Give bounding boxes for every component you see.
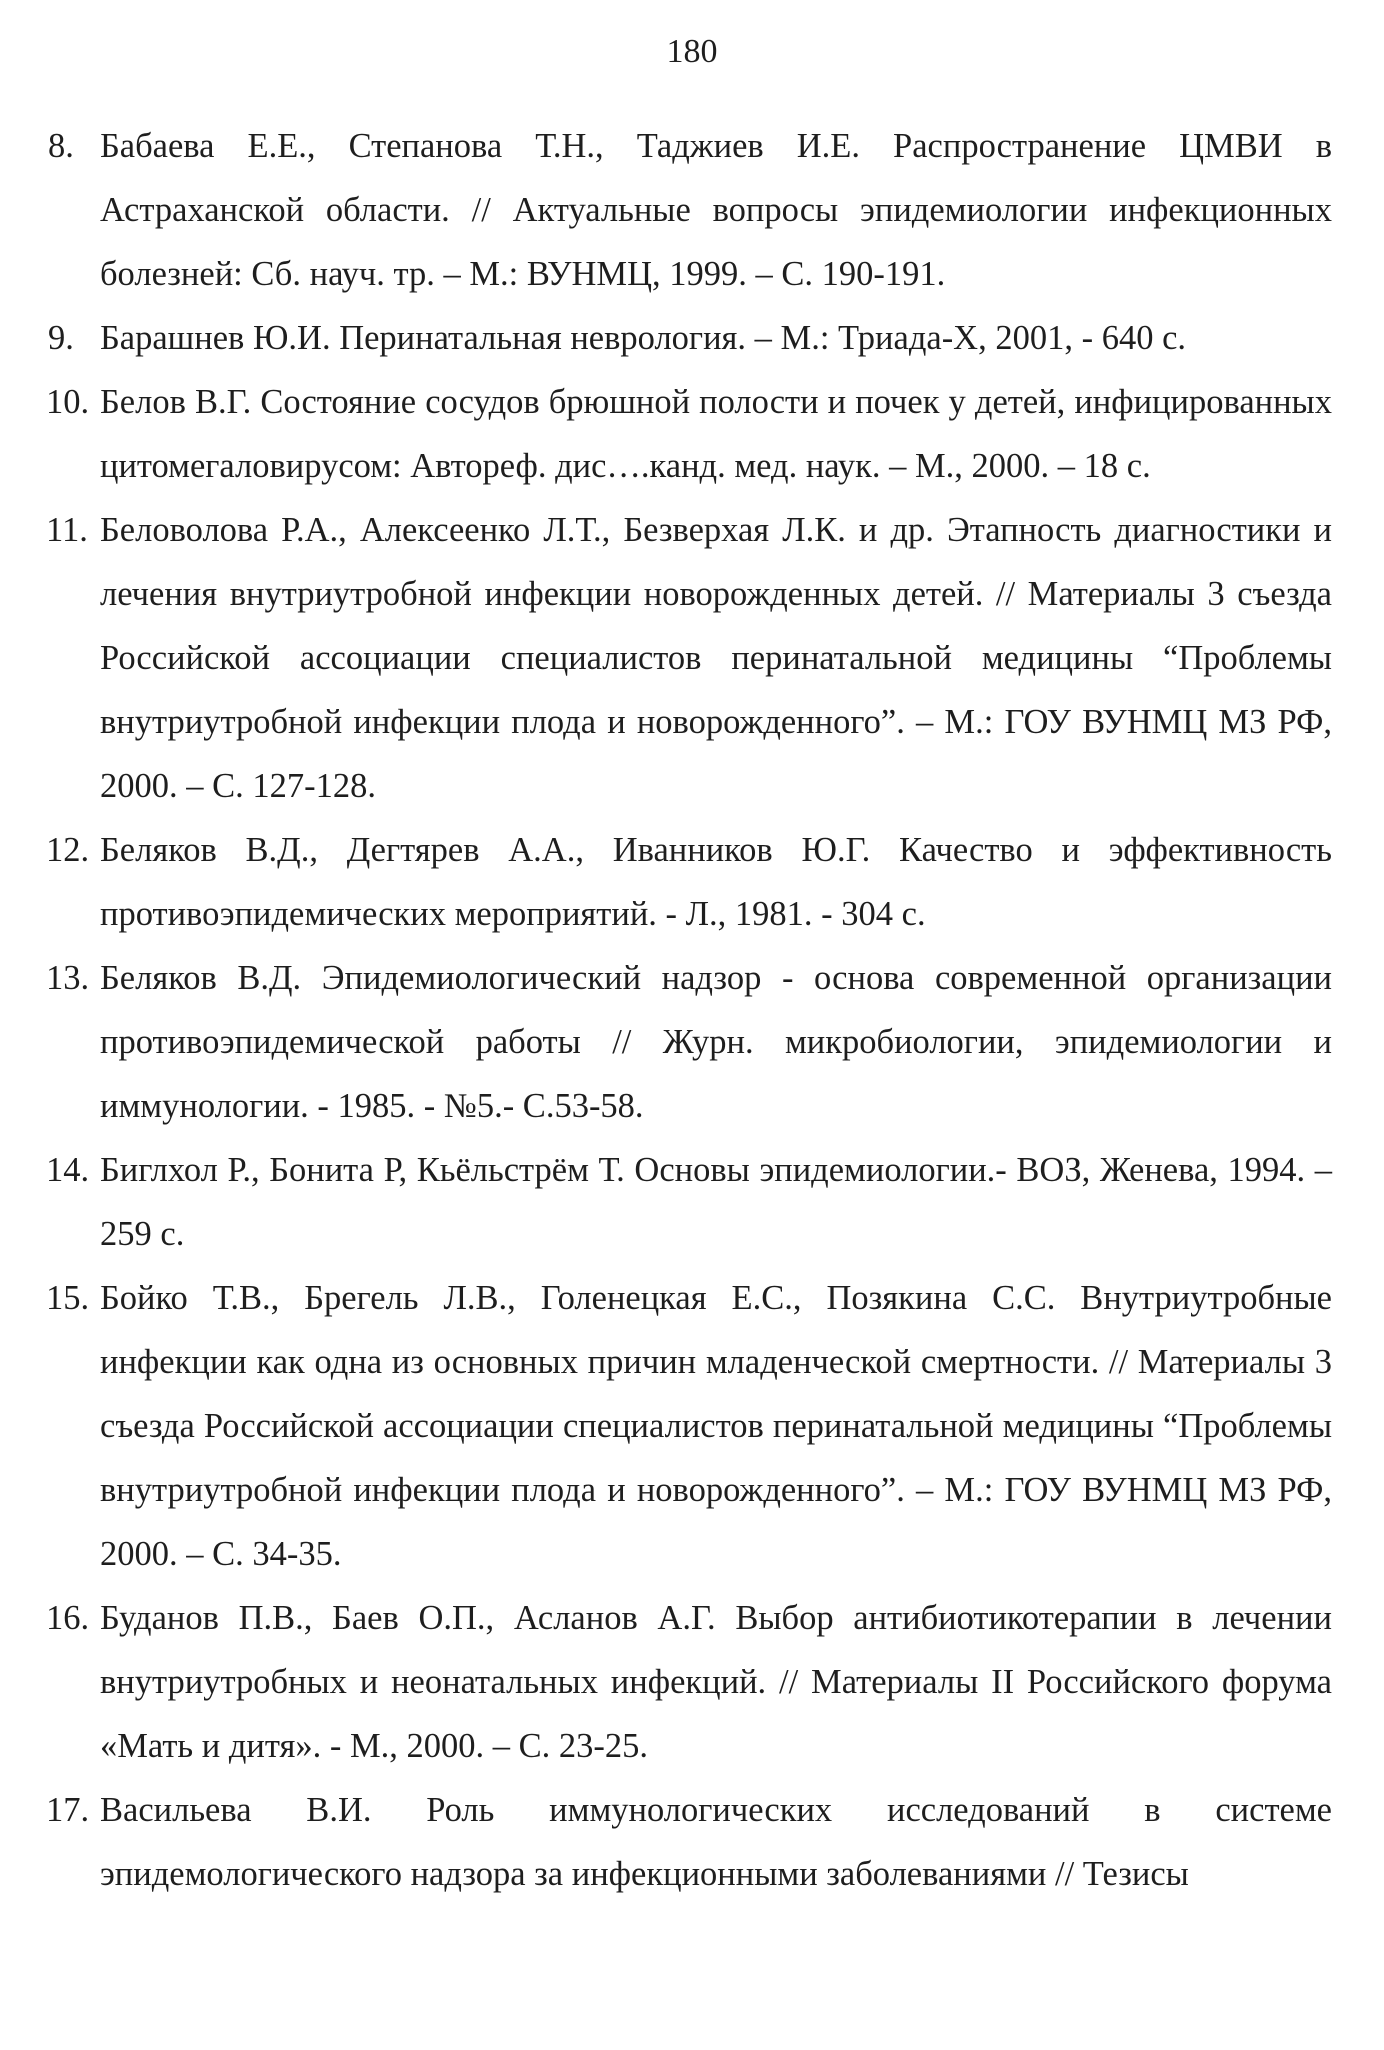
reference-item bbox=[48, 370, 1332, 498]
reference-number: 14. bbox=[46, 1151, 90, 1189]
reference-number: 9. bbox=[48, 319, 74, 357]
reference-text: Биглхол Р., Бонита Р, Кьёльстрём Т. Основы эпидемиологии.- ВОЗ, Женева, 1994. – 259 с. bbox=[100, 1151, 1332, 1253]
reference-number: 11. bbox=[46, 511, 88, 549]
reference-number: 8. bbox=[48, 127, 74, 165]
reference-item bbox=[48, 114, 1332, 306]
reference-number: 16. bbox=[46, 1599, 90, 1637]
reference-text: Барашнев Ю.И. Перинатальная неврология. – М.: Триада-Х, 2001, - 640 с. bbox=[100, 319, 1187, 357]
reference-number: 17. bbox=[46, 1791, 90, 1829]
reference-number: 10. bbox=[46, 383, 90, 421]
reference-text: Буданов П.В., Баев О.П., Асланов А.Г. Выбор антибиотикотерапии в лечении внутриутробных и неонатальных инфекций. // Материалы II Российского форума «Мать и дитя». - М., 2000. – С. 23-25. bbox=[100, 1599, 1332, 1765]
reference-text: Белов В.Г. Состояние сосудов брюшной полости и почек у детей, инфицированных цитомегаловирусом: Автореф. дис….канд. мед. наук. – М., 2000. – 18 с. bbox=[100, 383, 1332, 485]
reference-list bbox=[48, 114, 1332, 1906]
reference-text: Беляков В.Д. Эпидемиологический надзор - основа современной организации противоэпидемической работы // Журн. микробиологии, эпидемиологии и иммунологии. - 1985. - №5.- С.53-58. bbox=[100, 959, 1332, 1125]
reference-item bbox=[48, 818, 1332, 946]
reference-item bbox=[48, 946, 1332, 1138]
reference-text: Васильева В.И. Роль иммунологических исследований в системе эпидемологического надзора за инфекционными заболеваниями // Тезисы bbox=[100, 1791, 1332, 1893]
reference-item bbox=[48, 1586, 1332, 1778]
reference-text: Бабаева Е.Е., Степанова Т.Н., Таджиев И.Е. Распространение ЦМВИ в Астраханской области. // Актуальные вопросы эпидемиологии инфекционных болезней: Сб. науч. тр. – М.: ВУНМЦ, 1999. – С. 190-191. bbox=[100, 127, 1332, 293]
reference-item bbox=[48, 1138, 1332, 1266]
reference-text: Бойко Т.В., Брегель Л.В., Голенецкая Е.С., Позякина С.С. Внутриутробные инфекции как одна из основных причин младенческой смертности. // Материалы 3 съезда Российской ассоциации специалистов перинатальной медицины “Проблемы внутриутробной инфекции плода и новорожденного”. – М.: ГОУ ВУНМЦ МЗ РФ, 2000. – С. 34-35. bbox=[100, 1279, 1332, 1573]
reference-number: 12. bbox=[46, 831, 90, 869]
reference-text: Беляков В.Д., Дегтярев А.А., Иванников Ю.Г. Качество и эффективность противоэпидемических мероприятий. - Л., 1981. - 304 с. bbox=[100, 831, 1332, 933]
reference-item bbox=[48, 1778, 1332, 1906]
reference-number: 13. bbox=[46, 959, 90, 997]
reference-item bbox=[48, 306, 1332, 370]
reference-item bbox=[48, 1266, 1332, 1586]
reference-text: Беловолова Р.А., Алексеенко Л.Т., Безверхая Л.К. и др. Этапность диагностики и лечения внутриутробной инфекции новорожденных детей. // Материалы 3 съезда Российской ассоциации специалистов перинатальной медицины “Проблемы внутриутробной инфекции плода и новорожденного”. – М.: ГОУ ВУНМЦ МЗ РФ, 2000. – С. 127-128. bbox=[100, 511, 1332, 805]
reference-item bbox=[48, 498, 1332, 818]
reference-number: 15. bbox=[46, 1279, 90, 1317]
page-number: 180 bbox=[666, 33, 718, 70]
